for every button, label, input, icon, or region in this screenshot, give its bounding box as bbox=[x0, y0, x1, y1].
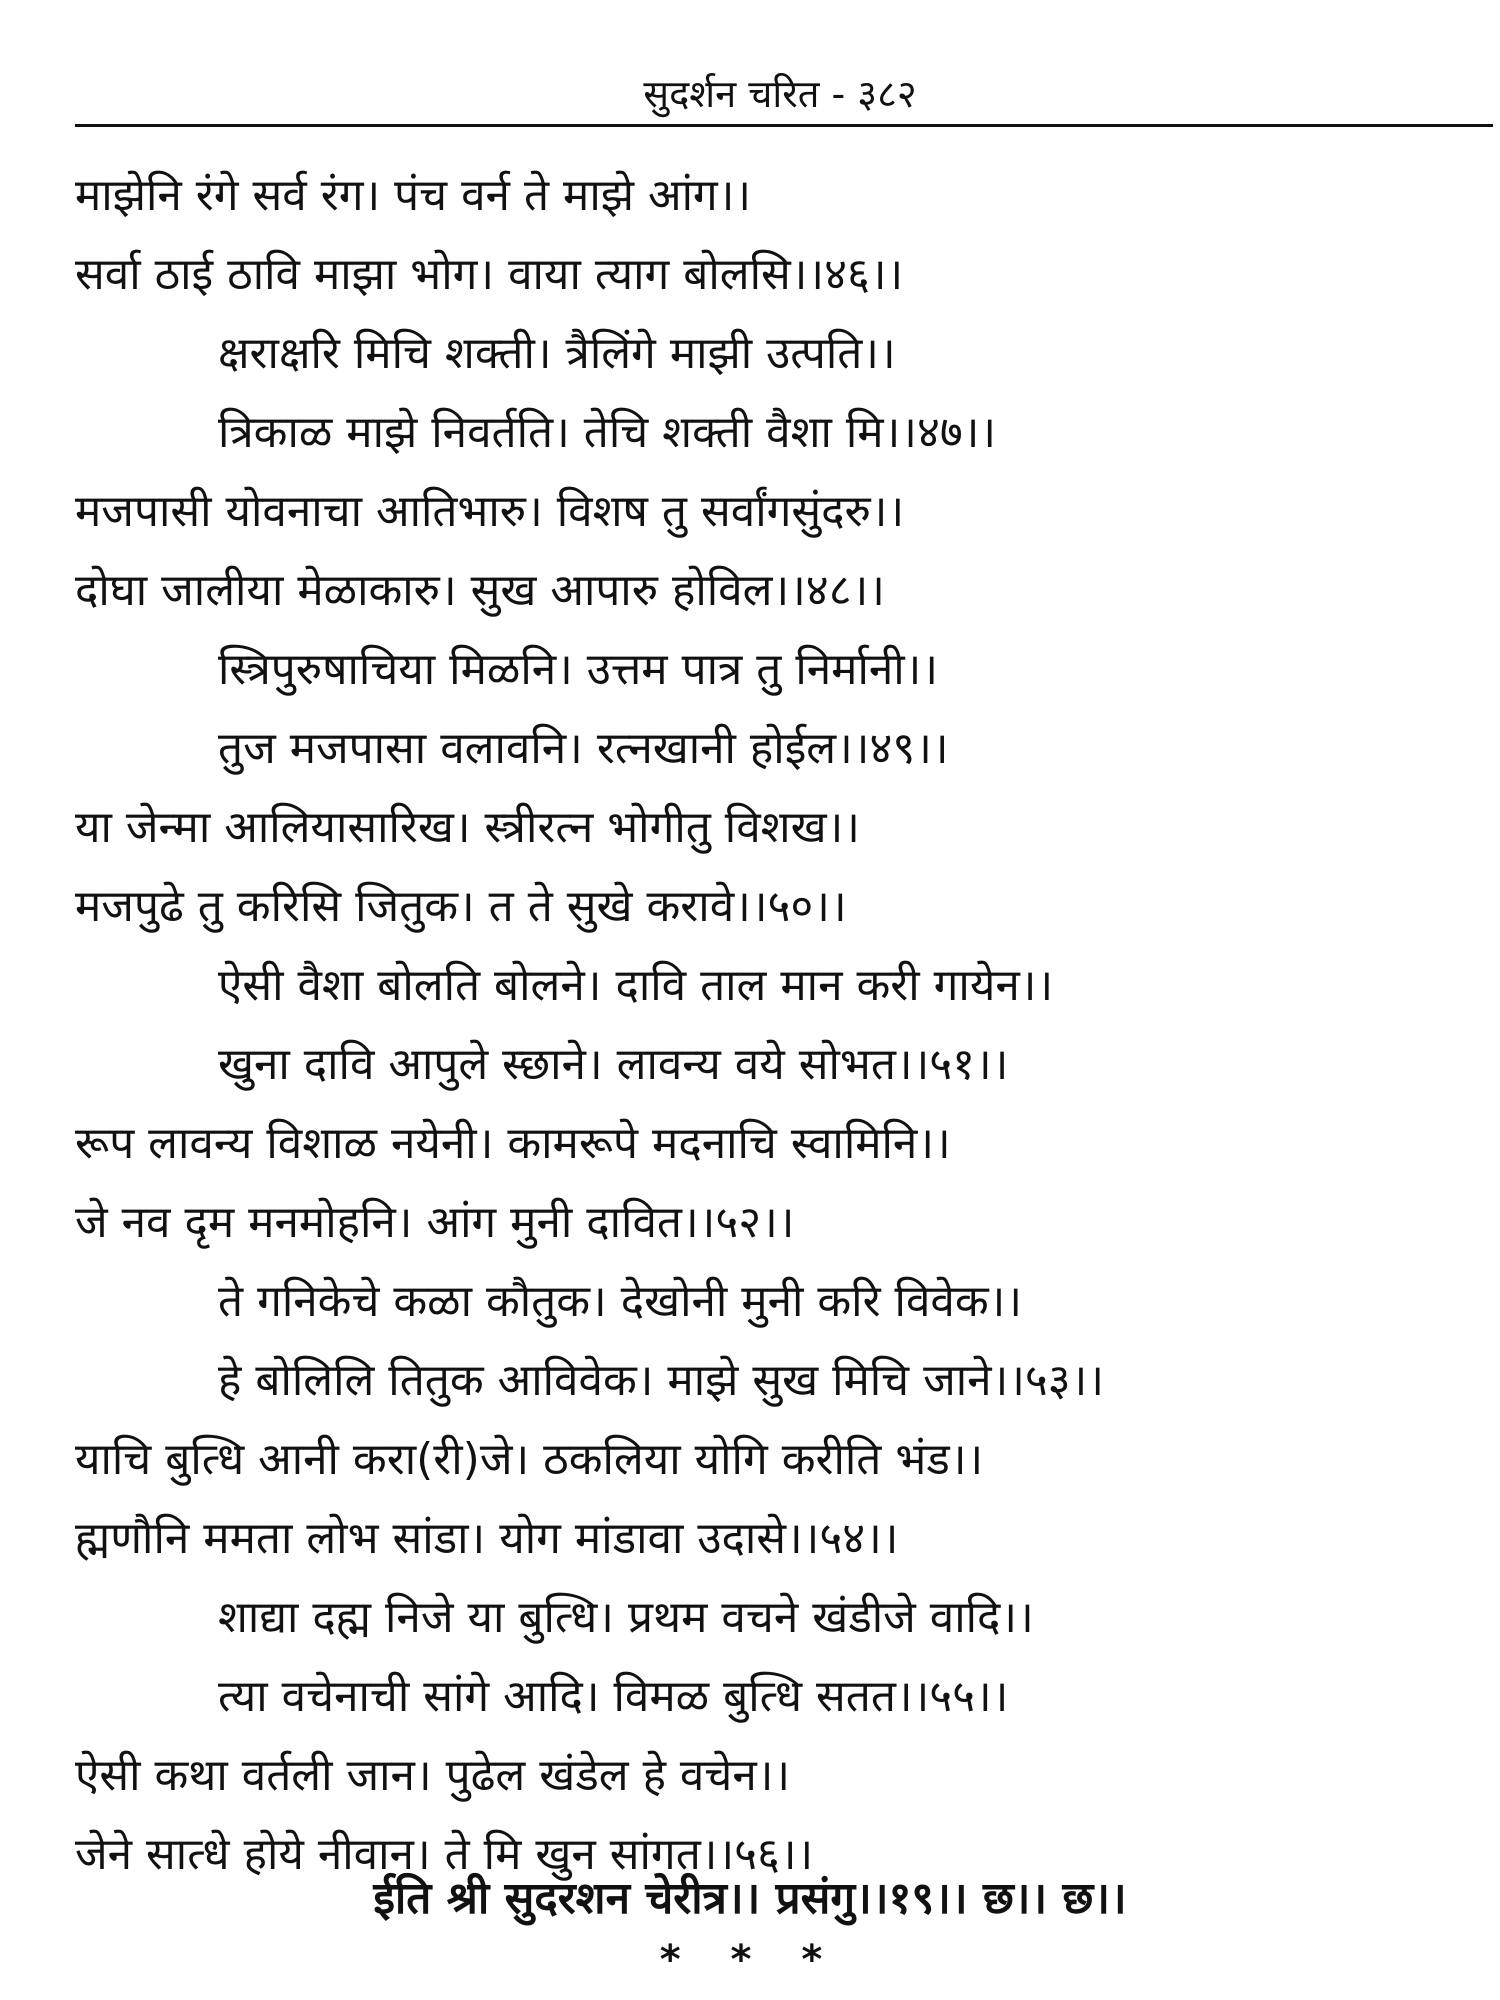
verse-line: याचि बुत्धि आनी करा(री)जे। ठकलिया योगि करीति भंड।। bbox=[75, 1434, 984, 1485]
verse-line: ते गनिकेचे कळा कौतुक। देखोनी मुनी करि विवेक।। bbox=[218, 1276, 1023, 1327]
verse-line: रूप लावन्य विशाळ नयेनी। कामरूपे मदनाचि स्वामिनि।। bbox=[75, 1118, 951, 1169]
end-ornament: * * * bbox=[659, 1937, 841, 1983]
verse-line: या जेन्मा आलियासारिख। स्त्रीरत्न भोगीतु विशख।। bbox=[75, 802, 860, 853]
verse-line: जे नव दृम मनमोहनि। आंग मुनी दावित।।५२।। bbox=[75, 1197, 795, 1248]
verse-line: स्त्रिपुरुषाचिया मिळनि। उत्तम पात्र तु निर्मानी।। bbox=[218, 644, 939, 695]
verse-line: शाद्या दह्म निजे या बुत्धि। प्रथम वचने खंडीजे वादि।। bbox=[218, 1592, 1034, 1643]
verse-line: तुज मजपासा वलावनि। रत्नखानी होईल।।४९।। bbox=[218, 723, 949, 774]
verse-line: ऐसी कथा वर्तली जान। पुढेल खंडेल हे वचेन।। bbox=[75, 1750, 791, 1801]
verse-line: माझेनि रंगे सर्व रंग। पंच वर्न ते माझे आंग।। bbox=[75, 170, 752, 221]
verse-line: हे बोलिलि तितुक आविवेक। माझे सुख मिचि जाने।।५३।। bbox=[218, 1355, 1105, 1406]
verse-line: त्रिकाळ माझे निवर्तति। तेचि शक्ती वैशा मि।।४७।। bbox=[218, 407, 997, 458]
verse-line: दोघा जालीया मेळाकारु। सुख आपारु होविल।।४८।। bbox=[75, 565, 885, 616]
verse-line: मजपासी योवनाचा आतिभारु। विशष तु सर्वांगसुंदरु।। bbox=[75, 486, 905, 537]
header-rule bbox=[75, 124, 1493, 127]
verse-block bbox=[0, 156, 1500, 1894]
verse-line: त्या वचेनाची सांगे आदि। विमळ बुत्धि सतत।।५५।। bbox=[218, 1671, 1009, 1722]
verse-line: जेने सात्धे होये नीवान। ते मि खुन सांगत।।५६।। bbox=[75, 1829, 814, 1880]
verse-line: मजपुढे तु करिसि जितुक। त ते सुखे करावे।।५०।। bbox=[75, 881, 847, 932]
verse-line: सर्वा ठाई ठावि माझा भोग। वाया त्याग बोलसि।।४६।। bbox=[75, 249, 904, 300]
chapter-colophon: ईति श्री सुदरशन चेरीत्र।। प्रसंगु।।१९।। छ।। छ।। bbox=[373, 1873, 1127, 1924]
verse-line: क्षराक्षरि मिचि शक्ती। त्रैलिंगे माझी उत्पति।। bbox=[218, 328, 896, 379]
running-header: सुदर्शन चरित - ३८२ bbox=[643, 72, 917, 116]
verse-line: ह्मणौनि ममता लोभ सांडा। योग मांडावा उदासे।।५४।। bbox=[75, 1513, 899, 1564]
verse-line: ऐसी वैशा बोलति बोलने। दावि ताल मान करी गायेन।। bbox=[218, 960, 1054, 1011]
verse-line: खुना दावि आपुले स्छाने। लावन्य वये सोभत।।५१।। bbox=[218, 1039, 1009, 1090]
